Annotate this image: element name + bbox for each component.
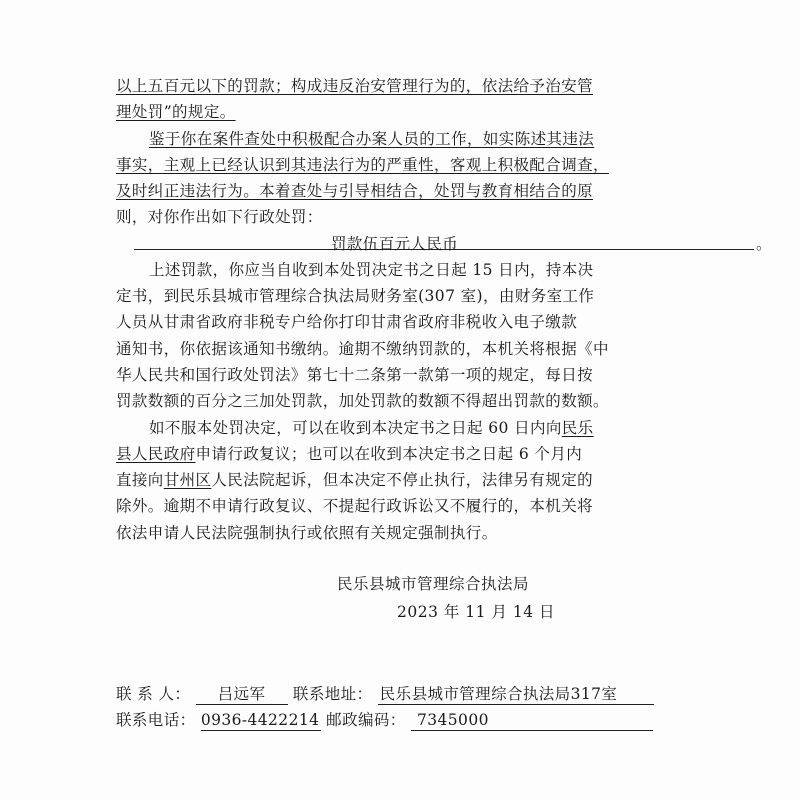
- paragraph-4-line-3-text: 人民法院起诉，但本决定不停止执行，法律另有规定的: [211, 471, 594, 490]
- paragraph-4-line-2-text: 申请行政复议；也可以在收到本决定书之日起 6 个月内: [195, 444, 583, 463]
- penalty-text: 罚款伍百元人民币: [331, 234, 459, 253]
- penalty-end-mark: 。: [756, 234, 772, 253]
- document-body: [116, 73, 772, 546]
- paragraph-4-line-3: [116, 467, 676, 493]
- contact-address-label: 联系地址：: [292, 685, 373, 703]
- contact-info: [116, 681, 716, 733]
- paragraph-2-line-4: 则，对你作出如下行政处罚：: [116, 208, 323, 227]
- paragraph-3-line-5: 华人民共和国行政处罚法》第七十二条第一款第一项的规定，每日按: [116, 365, 594, 384]
- postcode-label: 邮政编码：: [326, 711, 406, 729]
- contact-row-2: [116, 707, 716, 733]
- paragraph-3-line-3: 人员从甘肃省政府非税专户给你打印甘肃省政府非税收入电子缴款: [116, 313, 578, 332]
- paragraph-3-line-1: 上述罚款，你应当自收到本处罚决定书之日起 15 日内，持本决: [149, 260, 594, 279]
- issue-date: 2023 年 11 月 14 日: [397, 603, 556, 621]
- contact-phone-label: 联系电话：: [116, 711, 196, 729]
- paragraph-4-line-4: 除外。逾期不申请行政复议、不提起行政诉讼又不履行的，本机关将: [116, 497, 594, 516]
- paragraph-2-line-2: 事实，主观上已经认识到其违法行为的严重性，客观上积极配合调查，: [116, 155, 609, 174]
- paragraph-3-line-6: 罚款数额的百分之三加处罚款，加处罚款的数额不得超出罚款的数额。: [116, 392, 609, 411]
- paragraph-2-line-3: 及时纠正违法行为。本着查处与引导相结合，处罚与教育相结合的原: [116, 182, 594, 201]
- penalty-decision-line: [116, 231, 772, 257]
- signature-block: [337, 570, 555, 626]
- contact-person-value: 吕远军: [196, 684, 288, 705]
- reconsideration-authority-part-1: 民乐: [561, 418, 594, 437]
- paragraph-3-line-2: 定书，到民乐县城市管理综合执法局财务室(307 室)，由财务室工作: [116, 287, 595, 306]
- contact-phone-value: 0936-4422214: [200, 711, 320, 729]
- paragraph-3-line-4: 通知书，你依据该通知书缴纳。逾期不缴纳罚款的，本机关将根据《中: [116, 339, 609, 358]
- court-district: 甘州区: [163, 471, 212, 490]
- paragraph-1-line-2: [116, 99, 676, 125]
- paragraph-2-line-1: 鉴于你在案件查处中积极配合办案人员的工作，如实陈述其违法: [149, 129, 595, 148]
- paragraph-4-line-1-text: 如不服本处罚决定，可以在收到本决定书之日起 60 日内向: [149, 418, 562, 437]
- contact-person-label: 联 系 人：: [116, 685, 191, 703]
- paragraph-4-line-2: [116, 441, 676, 467]
- reconsideration-authority-part-2: 县人民政府: [116, 444, 196, 463]
- paragraph-4-line-5: 依法申请人民法院强制执行或依照有关规定强制执行。: [116, 523, 498, 542]
- paragraph-1-line-1: 以上五百元以下的罚款；构成违反治安管理行为的，依法给予治安管: [116, 77, 594, 95]
- issuing-agency: 民乐县城市管理综合执法局: [337, 575, 530, 593]
- contact-row-1: [116, 681, 716, 707]
- contact-address-value: 民乐县城市管理综合执法局317室: [378, 684, 654, 705]
- paragraph-4-line-3-prefix: 直接向: [116, 471, 164, 490]
- paragraph-4-line-1: [116, 415, 676, 441]
- postcode-value: 7345000: [411, 710, 653, 731]
- paragraph-1-line-2-text: 理处罚”的规定。: [116, 103, 236, 122]
